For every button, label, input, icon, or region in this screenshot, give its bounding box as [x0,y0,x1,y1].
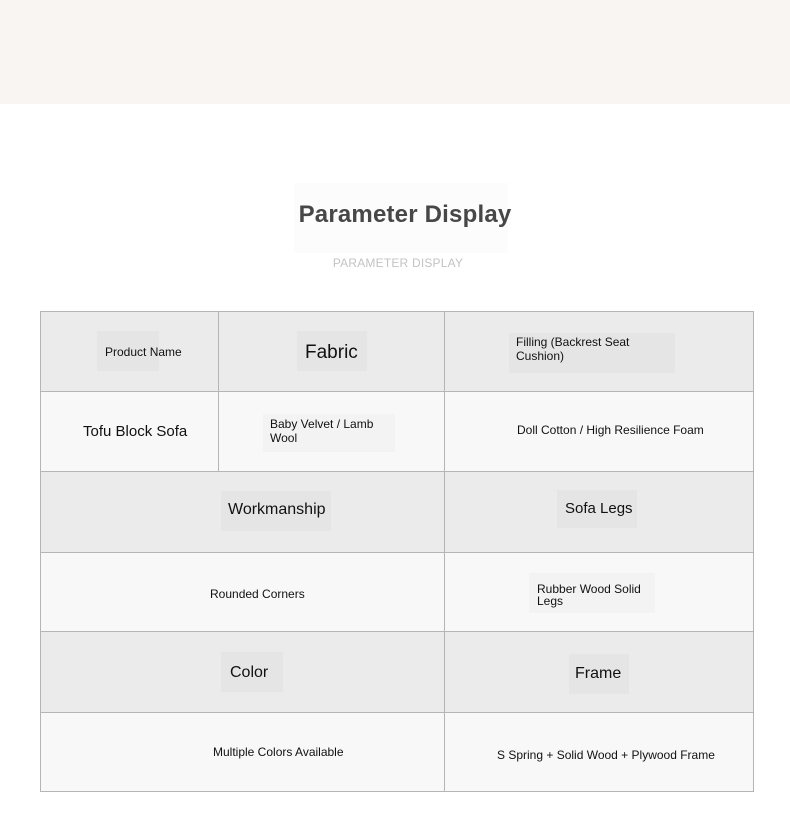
value-cell-fabric [218,391,445,472]
header-cell-product-name [40,311,219,392]
value-workmanship: Rounded Corners [210,587,305,601]
header-cell-color [40,631,445,713]
value-cell-frame [444,712,754,792]
value-fabric: Baby Velvet / Lamb Wool [270,417,374,445]
header-label-workmanship: Workmanship [228,501,326,518]
page-title: Parameter Display [298,201,512,228]
header-cell-fabric [218,311,445,392]
value-cell-sofa-legs [444,552,754,632]
value-cell-workmanship [40,552,445,632]
header-label-frame: Frame [575,665,622,682]
value-frame: S Spring + Solid Wood + Plywood Frame [497,748,715,762]
header-cell-workmanship [40,471,445,553]
top-banner [0,0,790,104]
header-label-fabric: Fabric [305,342,358,363]
value-color: Multiple Colors Available [213,745,344,759]
header-label-sofa-legs: Sofa Legs [565,500,633,517]
value-product-name: Tofu Block Sofa [83,423,188,440]
page-subtitle: PARAMETER DISPLAY [332,256,464,270]
header-label-color: Color [230,664,269,681]
value-cell-color [40,712,445,792]
header-label-filling: Filling (Backrest Seat Cushion) [516,335,630,363]
header-cell-frame [444,631,754,713]
value-cell-product-name [40,391,219,472]
header-cell-filling [444,311,754,392]
value-filling: Doll Cotton / High Resilience Foam [517,423,704,437]
value-sofa-legs: Rubber Wood Solid Legs [537,582,641,608]
header-label-product-name: Product Name [105,345,182,359]
header-cell-sofa-legs [444,471,754,553]
value-cell-filling [444,391,754,472]
parameter-table [40,311,754,792]
